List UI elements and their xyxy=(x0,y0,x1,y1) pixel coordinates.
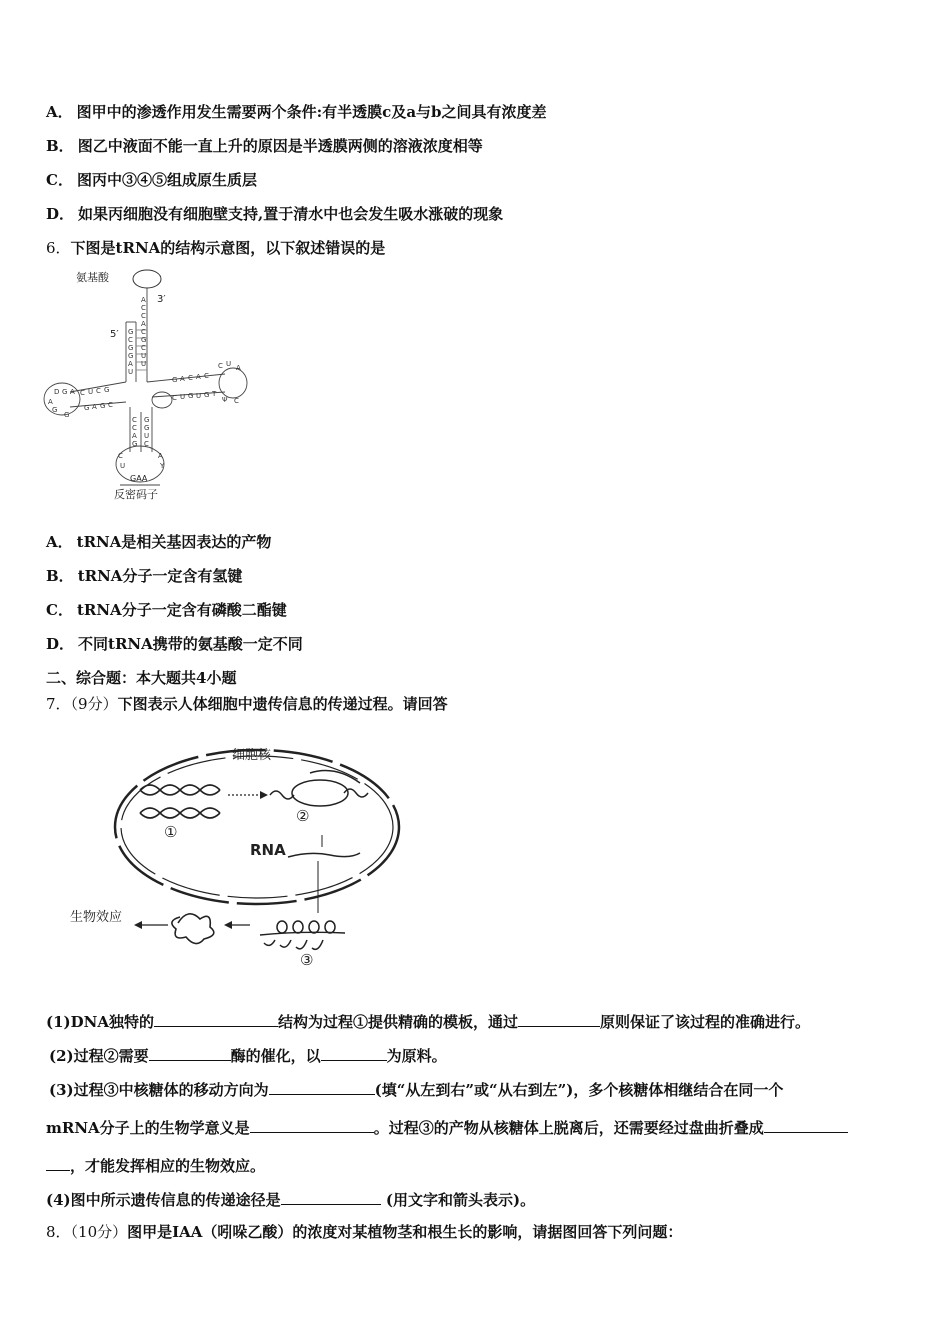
nucleus-membrane xyxy=(115,750,399,904)
question-score: （10分） xyxy=(70,1223,128,1241)
svg-text:D: D xyxy=(54,388,60,396)
option-text: 图甲中的渗透作用发生需要两个条件:有半透膜c及a与b之间具有浓度差 xyxy=(76,103,547,121)
sub-text: (1)DNA独特的 xyxy=(46,1013,154,1031)
svg-text:A: A xyxy=(128,360,133,368)
transcription-bubble xyxy=(270,771,368,806)
answer-blank[interactable] xyxy=(154,1010,278,1027)
q6-option-c xyxy=(46,600,287,620)
svg-text:A: A xyxy=(70,388,75,396)
option-letter: C． xyxy=(46,601,73,619)
svg-text:C: C xyxy=(132,416,137,424)
answer-blank[interactable] xyxy=(321,1044,387,1061)
svg-text:A: A xyxy=(132,432,137,440)
answer-blank[interactable] xyxy=(46,1154,70,1171)
q7-sub4 xyxy=(46,1188,535,1210)
sub-text: (用文字和箭头表示)。 xyxy=(385,1191,536,1209)
svg-text:U: U xyxy=(88,388,94,396)
svg-text:C: C xyxy=(172,394,177,402)
dna-helix xyxy=(140,785,220,818)
sub-text: (填“从左到右”或“从右到左”)，多个核糖体相继结合在同一个 xyxy=(374,1081,784,1099)
answer-blank[interactable] xyxy=(518,1010,600,1027)
q7-sub3-line1 xyxy=(49,1078,783,1100)
svg-text:U: U xyxy=(141,360,147,368)
svg-text:G: G xyxy=(64,411,70,419)
svg-text:C: C xyxy=(141,304,146,312)
arrowhead xyxy=(134,921,142,929)
rna-strand xyxy=(288,853,360,857)
q7-sub3-line2 xyxy=(46,1116,848,1138)
svg-text:G: G xyxy=(128,344,134,352)
answer-blank[interactable] xyxy=(764,1116,848,1133)
option-text: tRNA分子一定含有磷酸二酯键 xyxy=(76,601,287,619)
q7-sub1 xyxy=(46,1010,810,1032)
step3-label: ③ xyxy=(300,951,314,969)
svg-text:C: C xyxy=(188,374,193,382)
question-text: 下图表示人体细胞中遗传信息的传递过程。请回答 xyxy=(117,695,448,713)
option-text: 图丙中③④⑤组成原生质层 xyxy=(76,171,257,189)
sub-text: (3)过程③中核糖体的移动方向为 xyxy=(49,1081,269,1099)
sub-text: 结构为过程①提供精确的模板，通过 xyxy=(278,1013,519,1031)
q6-option-d xyxy=(46,634,303,654)
svg-text:A: A xyxy=(141,320,146,328)
question-number: 8． xyxy=(46,1223,71,1241)
step1-label: ① xyxy=(164,823,178,841)
d-arm-bases xyxy=(48,386,113,419)
ribosome-group xyxy=(264,921,335,949)
question-text: 下图是tRNA的结构示意图，以下叙述错误的是 xyxy=(70,239,386,257)
svg-text:T: T xyxy=(212,390,217,398)
svg-text:A: A xyxy=(180,375,185,383)
svg-text:G: G xyxy=(52,406,58,414)
svg-text:C: C xyxy=(141,344,146,352)
option-letter: A． xyxy=(46,103,73,121)
anticodon-sequence: GAA xyxy=(130,474,148,483)
q6-option-a xyxy=(46,532,271,552)
svg-text:C: C xyxy=(204,372,209,380)
q5-option-d xyxy=(46,204,503,224)
svg-text:G: G xyxy=(141,336,147,344)
svg-text:U: U xyxy=(196,392,202,400)
answer-blank[interactable] xyxy=(149,1044,231,1061)
q6-stem xyxy=(46,238,385,258)
anticodon-arm xyxy=(116,407,164,482)
svg-text:A: A xyxy=(141,296,146,304)
nucleus-label: 细胞核 xyxy=(232,748,272,763)
svg-text:G: G xyxy=(104,386,110,394)
arrowhead xyxy=(224,921,232,929)
question-number: 7． xyxy=(46,695,71,713)
svg-text:C: C xyxy=(118,452,123,460)
sub-text: ，才能发挥相应的生物效应。 xyxy=(70,1157,266,1175)
answer-blank[interactable] xyxy=(281,1188,381,1205)
section-title: 二、综合题：本大题共4小题 xyxy=(46,669,237,687)
answer-blank[interactable] xyxy=(250,1116,374,1133)
svg-text:G: G xyxy=(128,328,134,336)
q7-sub3-line3 xyxy=(46,1154,265,1176)
q5-option-a xyxy=(46,102,547,122)
question-score: （9分） xyxy=(70,695,118,713)
question-text: 图甲是IAA（吲哚乙酸）的浓度对某植物茎和根生长的影响，请据图回答下列问题： xyxy=(127,1223,683,1241)
svg-text:C: C xyxy=(80,389,85,397)
svg-text:C: C xyxy=(128,336,133,344)
svg-text:U: U xyxy=(128,368,134,376)
sub-text: 。过程③的产物从核糖体上脱离后，还需要经过盘曲折叠成 xyxy=(373,1119,764,1137)
rna-label: RNA xyxy=(250,841,286,859)
svg-text:C: C xyxy=(96,387,101,395)
q8-stem xyxy=(46,1222,682,1242)
option-letter: B． xyxy=(46,567,74,585)
svg-text:G: G xyxy=(204,391,210,399)
svg-text:C: C xyxy=(141,312,146,320)
svg-text:C: C xyxy=(218,362,223,370)
svg-text:C: C xyxy=(132,424,137,432)
svg-text:A: A xyxy=(158,452,163,460)
anticodon-bases xyxy=(118,416,165,470)
five-prime-label: 5′ xyxy=(110,329,119,340)
svg-text:G: G xyxy=(100,402,106,410)
svg-text:C: C xyxy=(141,328,146,336)
variable-loop xyxy=(152,392,172,408)
svg-text:C: C xyxy=(108,401,113,409)
option-letter: D． xyxy=(46,635,75,653)
svg-text:G: G xyxy=(144,416,150,424)
svg-text:G: G xyxy=(84,404,90,412)
option-letter: B． xyxy=(46,137,74,155)
three-prime-label: 3′ xyxy=(157,294,166,305)
svg-text:G: G xyxy=(144,424,150,432)
effect-label: 生物效应 xyxy=(70,910,123,925)
q5-option-b xyxy=(46,136,483,156)
svg-text:G: G xyxy=(62,388,68,396)
svg-text:Ψ: Ψ xyxy=(222,396,228,404)
option-text: 图乙中液面不能一直上升的原因是半透膜两侧的溶液浓度相等 xyxy=(77,137,483,155)
option-letter: C． xyxy=(46,171,73,189)
option-letter: D． xyxy=(46,205,75,223)
svg-text:U: U xyxy=(226,360,232,368)
svg-text:A: A xyxy=(196,373,201,381)
acceptor-bases xyxy=(128,296,146,376)
anticodon-label: 反密码子 xyxy=(114,488,158,501)
svg-text:U: U xyxy=(144,432,150,440)
sub-text: (2)过程②需要 xyxy=(49,1047,149,1065)
sub-text: (4)图中所示遗传信息的传递途径是 xyxy=(46,1191,281,1209)
gene-expression-diagram xyxy=(60,735,420,975)
svg-text:A: A xyxy=(48,398,53,406)
amino-acid-label: 氨基酸 xyxy=(76,271,109,284)
folded-protein xyxy=(172,914,214,944)
svg-text:G: G xyxy=(172,376,178,384)
answer-blank[interactable] xyxy=(269,1078,375,1095)
svg-text:U: U xyxy=(120,462,126,470)
svg-text:U: U xyxy=(141,352,147,360)
option-text: tRNA分子一定含有氢键 xyxy=(77,567,243,585)
svg-text:G: G xyxy=(128,352,134,360)
svg-text:U: U xyxy=(180,393,186,401)
svg-text:A: A xyxy=(92,403,97,411)
sub-text: mRNA分子上的生物学意义是 xyxy=(46,1119,250,1137)
step2-label: ② xyxy=(296,807,310,825)
option-letter: A． xyxy=(46,533,73,551)
option-text: 不同tRNA携带的氨基酸一定不同 xyxy=(78,635,303,653)
sub-text: 原则保证了该过程的准确进行。 xyxy=(600,1013,811,1031)
q7-stem xyxy=(46,694,448,714)
arrowhead xyxy=(260,791,268,799)
q6-option-b xyxy=(46,566,242,586)
trna-diagram xyxy=(40,262,260,502)
option-text: tRNA是相关基因表达的产物 xyxy=(76,533,272,551)
svg-text:C: C xyxy=(144,440,149,448)
svg-text:G: G xyxy=(188,392,194,400)
option-text: 如果丙细胞没有细胞壁支持,置于清水中也会发生吸水涨破的现象 xyxy=(78,205,504,223)
question-number: 6． xyxy=(46,239,71,257)
sub-text: 为原料。 xyxy=(386,1047,447,1065)
sub-text: 酶的催化，以 xyxy=(230,1047,321,1065)
svg-text:A: A xyxy=(236,364,241,372)
amino-acid-circle xyxy=(133,270,161,288)
q5-option-c xyxy=(46,170,257,190)
q7-sub2 xyxy=(49,1044,447,1066)
svg-text:Y: Y xyxy=(160,462,165,470)
svg-text:G: G xyxy=(132,440,138,448)
svg-text:C: C xyxy=(234,397,239,405)
